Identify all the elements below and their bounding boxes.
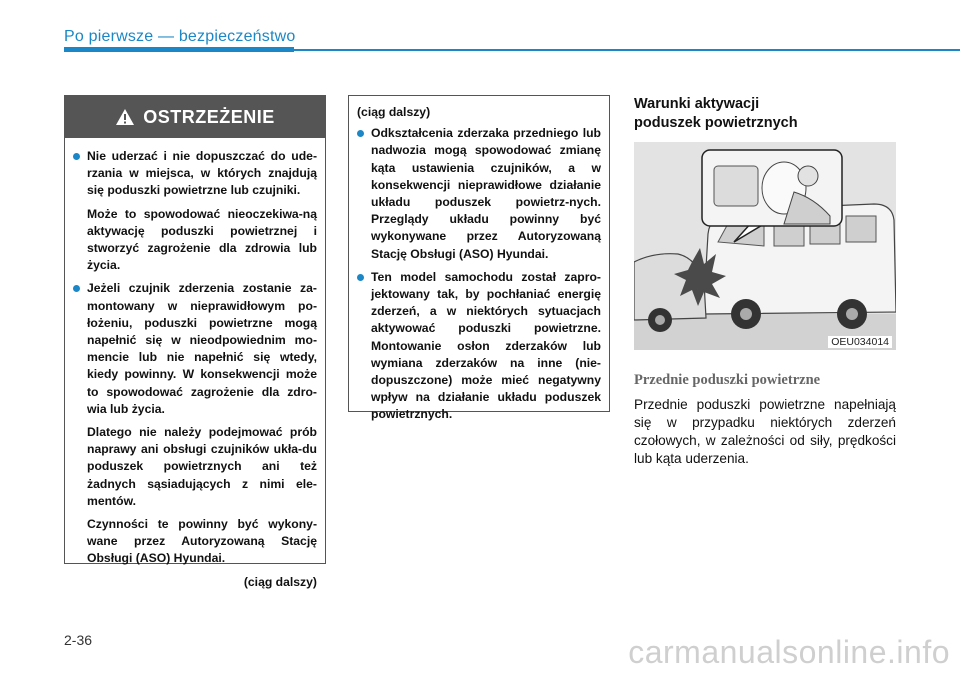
header-rule [64,49,960,51]
continuation-item-text: Ten model samochodu został zapro-jektowany tak, by pochłaniać energię zderzeń, a w niektórych sytuacjach aktywować poduszki powietrzne. Montowanie osłon zderzaków lub wymiana zderzaków na inne (nie-dopuszczone) może mieć negatywny wpływ na działanie układu poduszek powietrznych. [371,269,601,422]
continued-label: (ciąg dalszy) [243,574,317,589]
page-number: 2-36 [64,632,93,648]
warning-item-text: Jeżeli czujnik zderzenia zostanie za-montowany w nieprawidłowym po-łożeniu, poduszki powietrzne mogą napełnić się w nieodpowiednim mo-mencie lub nie napełnić się wtedy, kiedy powinny. W konsekwencji może to spowodować zagrożenie dla zdro-wia lub życia. [87,281,317,416]
bullet-icon [73,285,80,292]
page-header-title: Po pierwsze — bezpieczeństwo [64,28,296,45]
warning-box [64,95,326,589]
section-title [634,95,798,133]
warning-body [65,138,325,591]
continuation-item-text: Odkształcenia zderzaka przedniego lub nadwozia mogą spowodować zmianę kąta ustawienia czujników, a w konsekwencji nieprawidłowe działanie układu poduszek powietrz-nych. Przeglądy układu powinny być wykonywane przez Autoryzowaną Stację Obsługi (ASO) Hyundai. [371,126,601,261]
section-title-line-1: Warunki aktywacji [634,96,760,112]
figure-code: OEU034014 [828,336,892,348]
bullet-icon [357,274,364,281]
airbag-deployment-illustration [634,142,896,350]
warning-item-1 [73,148,317,200]
warning-title: OSTRZEŻENIE [143,106,275,127]
warning-item-2 [73,280,317,418]
continuation-item-2 [357,269,601,424]
warning-item-text: Nie uderzać i nie dopuszczać do ude-rzania w miejsca, w których znajdują się poduszki powietrzne lub czujniki. [87,149,317,198]
warning-header [65,96,325,138]
bullet-icon [73,153,80,160]
continuation-item-1 [357,125,601,263]
continuation-box [348,95,610,422]
continuation-header: (ciąg dalszy) [357,105,431,119]
section-title-line-2: poduszek powietrznych [634,115,798,131]
warning-paragraph: Czynności te powinny być wykony-wane przez Autoryzowaną Stację Obsługi (ASO) Hyundai. [87,517,317,566]
subsection-title: Przednie poduszki powietrzne [634,372,821,388]
section-body-text: Przednie poduszki powietrzne napełniają się w przypadku niektórych zderzeń czołowych, w zależności od siły, prędkości lub kąta uderzenia. [634,397,896,466]
bullet-icon [357,130,364,137]
warning-triangle-icon [115,108,135,126]
watermark: carmanualsonline.info [628,634,950,670]
warning-paragraph: Może to spowodować nieoczekiwa-ną aktywację poduszki powietrznej i stworzyć zagrożenie dla zdrowia lub życia. [87,206,317,273]
warning-paragraph: Dlatego nie należy podejmować prób naprawy ani obsługi czujników ukła-du poduszek powietrznych ani też żadnych sąsiadujących z nimi ele-mentów. [87,425,317,508]
collision-illustration [634,142,896,350]
